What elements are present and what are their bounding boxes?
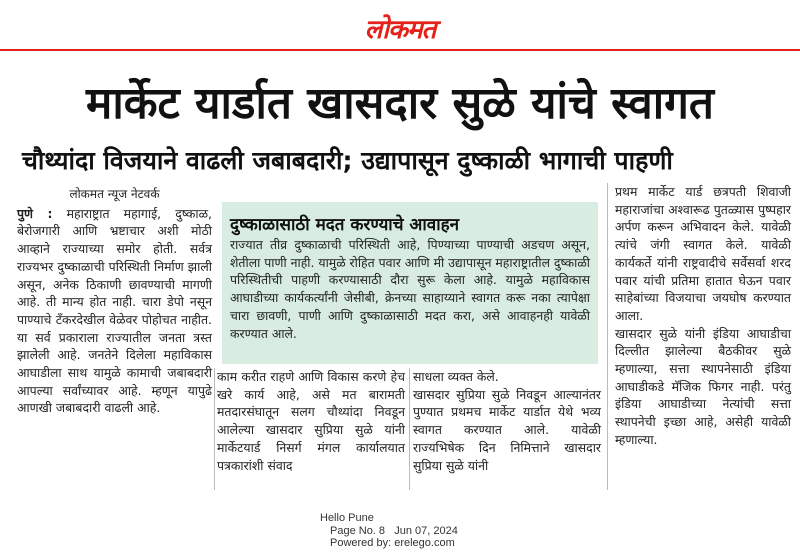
boxout-title: दुष्काळासाठी मदत करण्याचे आवाहन xyxy=(230,215,460,235)
boxout xyxy=(222,202,598,364)
article-column-4: प्रथम मार्केट यार्ड छत्रपती शिवाजी महाराजांचा अश्वारूढ पुतळ्यास पुष्पहार अर्पण करून अभिवादन केले. यावेळी त्यांचे जंगी स्वागत केले. यावेळी कार्यकर्ते यांनी राष्ट्रवादीचे सर्वेसर्वा शरद पवार यांची प्रतिमा हातात घेऊन पवार साहेबांच्या विजयाचा जयघोष करण्यात आला. खासदार सुळे यांनी इंडिया आघाडीचा दिल्लीत झालेल्या बैठकीवर सुळे म्हणाल्या, सत्ता स्थापनेसाठी इंडिया आघाडीकडे मॅजिक फिगर नाही. परंतु इंडिया आघाडीच्या नेत्यांची सत्ता स्थापनेची इच्छा आहे, असेही यावेळी म्हणाल्या. xyxy=(615,184,791,447)
headline: मार्केट यार्डात खासदार सुळे यांचे स्वागत xyxy=(86,78,714,129)
page-footer xyxy=(310,512,510,550)
column-1-text: महाराष्ट्रात महागाई, दुष्काळ, बेरोजगारी आणि भ्रष्टाचार अशी मोठी आव्हाने राज्याच्या समोर होती. सर्वत्र राज्यभर दुष्काळाची परिस्थिती निर्माण झाली असून, अनेक ठिकाणी छावण्याची मागणी आहे. ती मान्य होत नाही. चारा डेपो नसून पाण्याचे टँकरदेखील वेळेवर पोहोचत नाहीत. या सर्व प्रकाराला राज्यातील जनता त्रस्त झालेली आहे. जनतेने दिलेला महाविकास आघाडीला साथ यामुळे कामाची जबाबदारी आपल्या सर्वांच्यावर आहे. म्हणून यापुढे आणखी जबाबदारी वाढली आहे. xyxy=(17,205,212,416)
masthead-rule xyxy=(0,49,800,51)
column-divider xyxy=(607,183,608,490)
article-column-1 xyxy=(17,186,212,417)
dateline: पुणे : xyxy=(17,205,53,221)
article-column-3: साधला व्यक्त केले. खासदार सुप्रिया सुळे निवडून आल्यानंतर पुण्यात प्रथमच मार्केट यार्डात येथे भव्य स्वागत करण्यात आले. यावेळी राज्यभिषेक दिन निमित्ताने खासदार सुप्रिया सुळे यांनी xyxy=(413,369,601,473)
lokmat-logo: लोकमत xyxy=(364,15,436,45)
page-date-label: Page No. 8 Jun 07, 2024 xyxy=(330,524,458,537)
powered-by-label: Powered by: erelego.com xyxy=(330,537,455,549)
subheadline: चौथ्यांदा विजयाने वाढली जबाबदारी; उद्यापासून दुष्काळी भागाची पाहणी xyxy=(22,146,673,175)
edition-label: Hello Pune xyxy=(320,512,374,524)
article-column-2: काम करीत राहणे आणि विकास करणे हेच खरे कार्य आहे, असे मत बारामती मतदारसंघातून सलग चौथ्यांदा निवडून आलेल्या खासदार सुप्रिया सुळे यांनी मार्केटयार्ड निसर्ग मंगल कार्यालयात पत्रकारांशी संवाद xyxy=(217,369,405,473)
byline: लोकमत न्यूज नेटवर्क xyxy=(69,187,160,201)
column-divider xyxy=(214,368,215,490)
column-divider xyxy=(409,368,410,490)
masthead xyxy=(0,0,800,50)
boxout-body: राज्यात तीव्र दुष्काळाची परिस्थिती आहे, पिण्याच्या पाण्याची अडचण असून, शेतीला पाणी नाही. यामुळे रोहित पवार आणि मी उद्यापासून महाराष्ट्रातील दुष्काळी परिस्थितीची पाहणी करण्यासाठी दौरा सुरू केला आहे. यामुळे महाविकास आघाडीच्या कार्यकर्त्यांनी जेसीबी, क्रेनच्या साहाय्याने स्वागत करू नका त्यापेक्षा चारा छावणी, पाणी आणि दुष्काळासाठी मदत करा, असे आवाहनही यावेळी करण्यात आले. xyxy=(230,237,590,341)
